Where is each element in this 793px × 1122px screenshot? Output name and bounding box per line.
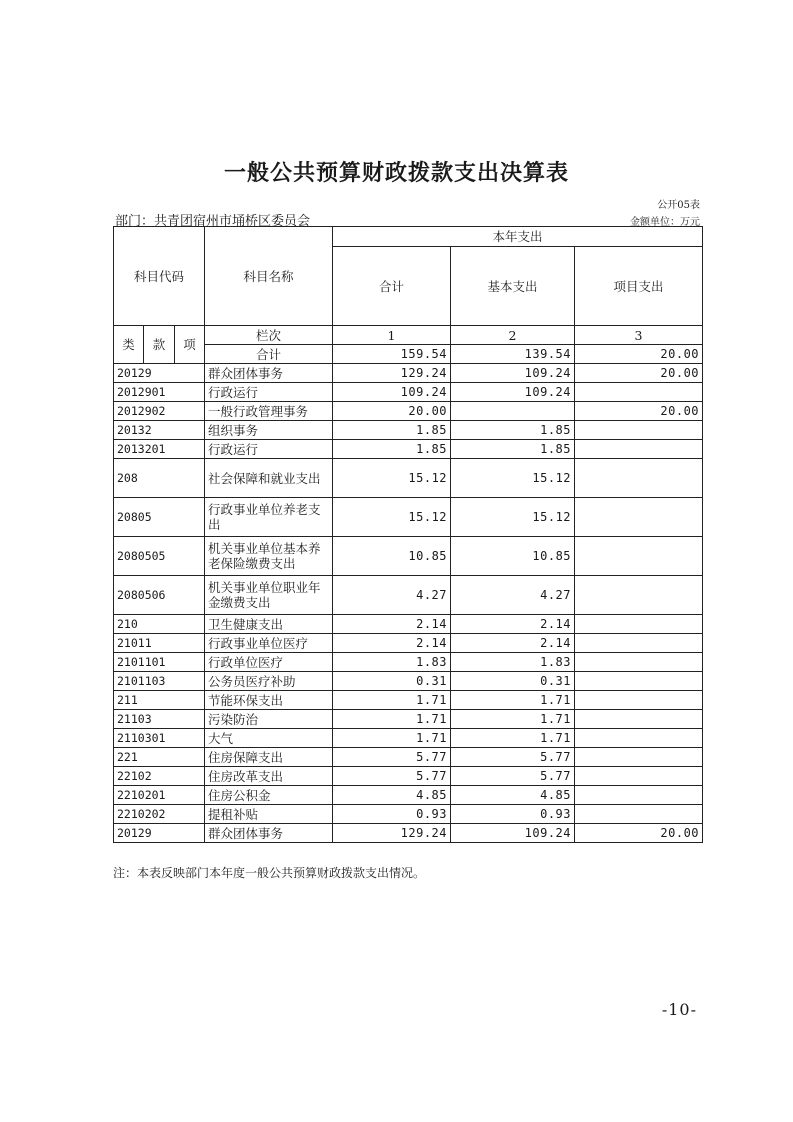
table-row	[114, 634, 703, 653]
row-name: 行政单位医疗	[205, 653, 333, 672]
row-code: 2080505	[114, 537, 205, 576]
table-row	[114, 364, 703, 383]
row-total: 5.77	[333, 767, 451, 786]
row-name: 行政事业单位养老支出	[205, 498, 333, 537]
row-total: 15.12	[333, 459, 451, 498]
row-basic: 15.12	[451, 498, 575, 537]
department-label: 部门：共青团宿州市埇桥区委员会	[115, 214, 311, 229]
row-project	[575, 691, 703, 710]
header-xiang: 项	[175, 326, 205, 364]
header-col3: 3	[575, 326, 703, 345]
row-basic: 15.12	[451, 459, 575, 498]
row-code: 2210201	[114, 786, 205, 805]
row-name: 住房保障支出	[205, 748, 333, 767]
row-basic: 1.85	[451, 440, 575, 459]
footnote: 注：本表反映部门本年度一般公共预算财政拨款支出情况。	[113, 866, 426, 880]
row-name: 住房改革支出	[205, 767, 333, 786]
table-row	[114, 786, 703, 805]
row-total: 1.85	[333, 440, 451, 459]
row-total: 129.24	[333, 364, 451, 383]
row-total: 1.83	[333, 653, 451, 672]
row-name: 大气	[205, 729, 333, 748]
row-name: 行政运行	[205, 440, 333, 459]
row-project	[575, 459, 703, 498]
header-lei: 类	[114, 326, 144, 364]
table-row	[114, 383, 703, 402]
row-project: 20.00	[575, 824, 703, 843]
page-number: -10-	[661, 1000, 697, 1019]
row-basic: 1.85	[451, 421, 575, 440]
row-project	[575, 498, 703, 537]
row-code: 210	[114, 615, 205, 634]
row-project	[575, 672, 703, 691]
row-code: 20129	[114, 824, 205, 843]
row-code: 2210202	[114, 805, 205, 824]
row-total: 109.24	[333, 383, 451, 402]
form-code: 公开05表	[657, 200, 700, 211]
row-name: 提租补贴	[205, 805, 333, 824]
row-basic: 109.24	[451, 364, 575, 383]
row-total: 10.85	[333, 537, 451, 576]
row-basic: 4.85	[451, 786, 575, 805]
sum-total: 159.54	[333, 345, 451, 364]
row-code: 208	[114, 459, 205, 498]
row-project	[575, 805, 703, 824]
row-basic: 1.83	[451, 653, 575, 672]
row-basic: 5.77	[451, 767, 575, 786]
table-row	[114, 748, 703, 767]
table-row	[114, 691, 703, 710]
row-name: 卫生健康支出	[205, 615, 333, 634]
row-basic: 0.31	[451, 672, 575, 691]
row-code: 2013201	[114, 440, 205, 459]
table-row	[114, 767, 703, 786]
header-col1: 1	[333, 326, 451, 345]
row-code: 2101101	[114, 653, 205, 672]
table-row	[114, 402, 703, 421]
row-project	[575, 576, 703, 615]
table-row	[114, 440, 703, 459]
row-basic: 1.71	[451, 710, 575, 729]
row-total: 20.00	[333, 402, 451, 421]
table-row	[114, 498, 703, 537]
row-total: 1.71	[333, 710, 451, 729]
table-row	[114, 805, 703, 824]
table-row	[114, 537, 703, 576]
header-subject-name: 科目名称	[205, 227, 333, 326]
row-project	[575, 710, 703, 729]
row-name: 住房公积金	[205, 786, 333, 805]
row-name: 群众团体事务	[205, 364, 333, 383]
row-total: 2.14	[333, 634, 451, 653]
row-name: 行政事业单位医疗	[205, 634, 333, 653]
row-project: 20.00	[575, 364, 703, 383]
row-total: 2.14	[333, 615, 451, 634]
sum-label: 合计	[205, 345, 333, 364]
row-basic: 1.71	[451, 691, 575, 710]
row-basic: 0.93	[451, 805, 575, 824]
row-code: 2110301	[114, 729, 205, 748]
row-name: 机关事业单位基本养老保险缴费支出	[205, 537, 333, 576]
row-name: 行政运行	[205, 383, 333, 402]
row-basic: 10.85	[451, 537, 575, 576]
row-project	[575, 615, 703, 634]
row-basic: 5.77	[451, 748, 575, 767]
row-total: 1.85	[333, 421, 451, 440]
row-basic	[451, 402, 575, 421]
row-name: 机关事业单位职业年金缴费支出	[205, 576, 333, 615]
table-row	[114, 672, 703, 691]
row-project	[575, 537, 703, 576]
row-total: 4.85	[333, 786, 451, 805]
row-code: 20805	[114, 498, 205, 537]
page-title: 一般公共预算财政拨款支出决算表	[223, 161, 569, 186]
row-name: 公务员医疗补助	[205, 672, 333, 691]
row-basic: 109.24	[451, 383, 575, 402]
row-project	[575, 421, 703, 440]
table-row	[114, 710, 703, 729]
row-code: 221	[114, 748, 205, 767]
row-basic: 4.27	[451, 576, 575, 615]
table-row	[114, 459, 703, 498]
row-project	[575, 786, 703, 805]
row-name: 污染防治	[205, 710, 333, 729]
sum-project: 20.00	[575, 345, 703, 364]
row-code: 22102	[114, 767, 205, 786]
row-code: 20129	[114, 364, 205, 383]
row-code: 2101103	[114, 672, 205, 691]
row-project	[575, 653, 703, 672]
expenditure-table	[113, 226, 703, 843]
header-column-no: 栏次	[205, 326, 333, 345]
row-total: 4.27	[333, 576, 451, 615]
row-basic: 109.24	[451, 824, 575, 843]
header-kuan: 款	[144, 326, 175, 364]
row-total: 129.24	[333, 824, 451, 843]
row-code: 211	[114, 691, 205, 710]
table-row	[114, 824, 703, 843]
row-total: 1.71	[333, 729, 451, 748]
header-subject-code: 科目代码	[114, 227, 205, 326]
sum-basic: 139.54	[451, 345, 575, 364]
row-name: 群众团体事务	[205, 824, 333, 843]
table-row	[114, 421, 703, 440]
row-total: 1.71	[333, 691, 451, 710]
row-project	[575, 634, 703, 653]
header-project: 项目支出	[575, 247, 703, 326]
row-project	[575, 748, 703, 767]
row-total: 5.77	[333, 748, 451, 767]
row-name: 节能环保支出	[205, 691, 333, 710]
unit-label: 金额单位：万元	[630, 217, 700, 228]
row-name: 一般行政管理事务	[205, 402, 333, 421]
row-project	[575, 767, 703, 786]
row-total: 15.12	[333, 498, 451, 537]
row-project: 20.00	[575, 402, 703, 421]
row-code: 2012902	[114, 402, 205, 421]
row-project	[575, 440, 703, 459]
row-code: 21103	[114, 710, 205, 729]
header-current-year: 本年支出	[333, 227, 703, 247]
row-code: 21011	[114, 634, 205, 653]
table-row	[114, 729, 703, 748]
row-code: 20132	[114, 421, 205, 440]
header-col2: 2	[451, 326, 575, 345]
row-basic: 2.14	[451, 634, 575, 653]
row-total: 0.31	[333, 672, 451, 691]
row-code: 2012901	[114, 383, 205, 402]
row-basic: 1.71	[451, 729, 575, 748]
table-row	[114, 576, 703, 615]
table-row	[114, 653, 703, 672]
row-basic: 2.14	[451, 615, 575, 634]
row-code: 2080506	[114, 576, 205, 615]
table-row	[114, 615, 703, 634]
row-name: 社会保障和就业支出	[205, 459, 333, 498]
header-basic: 基本支出	[451, 247, 575, 326]
header-total: 合计	[333, 247, 451, 326]
row-project	[575, 383, 703, 402]
row-total: 0.93	[333, 805, 451, 824]
row-name: 组织事务	[205, 421, 333, 440]
row-project	[575, 729, 703, 748]
